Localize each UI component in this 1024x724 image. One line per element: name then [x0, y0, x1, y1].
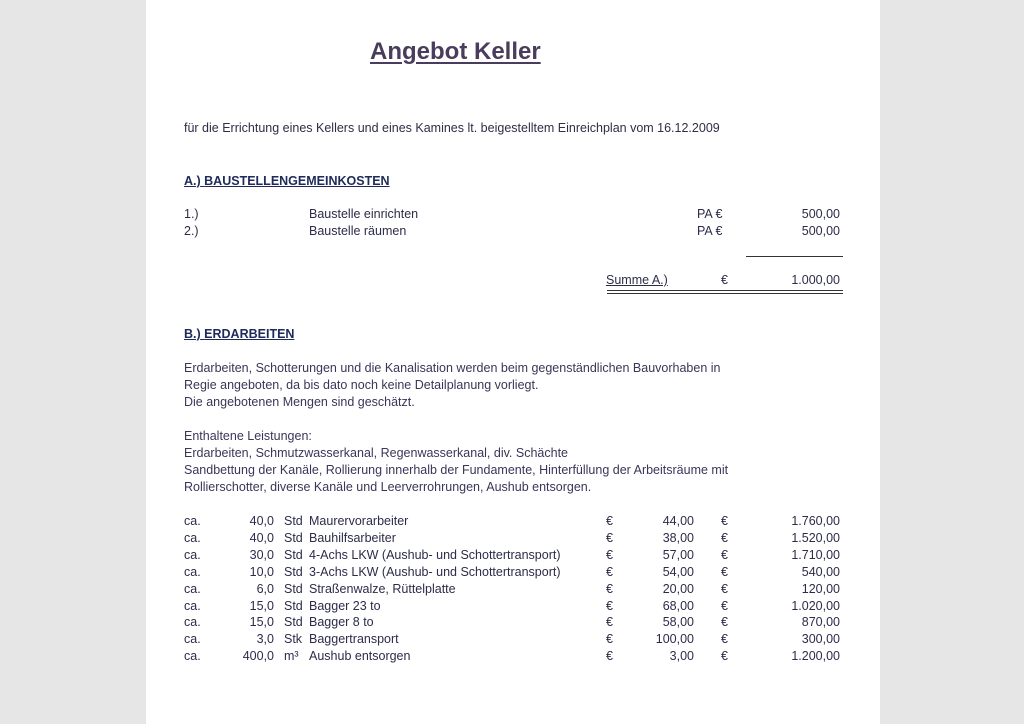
item-price-currency: € — [606, 649, 613, 664]
item-unit: m³ — [284, 649, 299, 664]
item-approx: ca. — [184, 598, 201, 613]
item-approx: ca. — [184, 632, 201, 647]
paragraph-line: Erdarbeiten, Schmutzwasserkanal, Regenwasserkanal, div. Schächte — [184, 446, 568, 460]
item-quantity: 40,0 — [249, 514, 274, 528]
section-b-prefix: B.) — [184, 327, 201, 341]
item-approx: ca. — [184, 530, 201, 545]
item-description: Bagger 8 to — [309, 615, 374, 630]
item-price-currency: € — [606, 514, 613, 528]
table-row — [184, 615, 844, 632]
item-total: 1.710,00 — [791, 547, 840, 562]
item-total-currency: € — [721, 632, 728, 647]
item-total: 870,00 — [801, 615, 840, 630]
item-unit: Std — [284, 581, 303, 596]
item-price-currency: € — [606, 615, 613, 630]
item-description: Baustelle räumen — [309, 224, 407, 238]
item-unit-price: 38,00 — [662, 530, 694, 545]
table-row — [184, 531, 844, 548]
item-total-currency: € — [721, 530, 728, 545]
item-total: 540,00 — [801, 564, 840, 579]
item-unit-price: 20,00 — [662, 581, 694, 596]
item-approx: ca. — [184, 564, 201, 579]
section-b-heading — [184, 327, 294, 341]
item-total-currency: € — [721, 514, 728, 528]
item-total: 1.520,00 — [791, 530, 840, 545]
item-approx: ca. — [184, 547, 201, 562]
table-row — [184, 548, 844, 565]
item-price-currency: € — [606, 581, 613, 596]
item-total: 300,00 — [801, 632, 840, 647]
item-quantity: 3,0 — [256, 632, 274, 647]
item-description: 4-Achs LKW (Aushub- und Schottertransport) — [309, 547, 561, 562]
item-unit: Std — [284, 530, 303, 545]
item-total-currency: € — [721, 547, 728, 562]
item-approx: ca. — [184, 649, 201, 664]
document-title: Angebot Keller — [370, 38, 541, 65]
table-row — [184, 649, 844, 666]
item-unit-price: 3,00 — [669, 649, 694, 664]
table-row — [184, 207, 844, 224]
item-price-currency: € — [606, 598, 613, 613]
table-row — [184, 582, 844, 599]
item-total-currency: € — [721, 649, 728, 664]
item-description: Aushub entsorgen — [309, 649, 411, 664]
item-total-currency: € — [721, 581, 728, 596]
item-unit-price: 100,00 — [655, 632, 694, 647]
item-number: 1.) — [184, 207, 199, 221]
paragraph-line: Die angebotenen Mengen sind geschätzt. — [184, 395, 415, 409]
item-quantity: 30,0 — [249, 547, 274, 562]
section-a-prefix: A.) — [184, 174, 201, 188]
item-total: 1.200,00 — [791, 649, 840, 664]
section-a-title: BAUSTELLENGEMEINKOSTEN — [204, 174, 390, 188]
item-approx: ca. — [184, 514, 201, 528]
section-a-heading — [184, 174, 390, 188]
table-row — [184, 224, 844, 241]
paragraph-line: Sandbettung der Kanäle, Rollierung innerhalb der Fundamente, Hinterfüllung der Arbeitsräume mit — [184, 463, 729, 477]
item-description: 3-Achs LKW (Aushub- und Schottertransport) — [309, 564, 561, 579]
item-amount: 500,00 — [801, 207, 840, 221]
item-unit: PA € — [697, 207, 723, 221]
item-price-currency: € — [606, 564, 613, 579]
item-unit-price: 58,00 — [662, 615, 694, 630]
item-amount: 500,00 — [801, 224, 840, 238]
item-total: 1.760,00 — [791, 514, 840, 528]
table-row — [184, 514, 844, 531]
item-approx: ca. — [184, 615, 201, 630]
sum-amount: 1.000,00 — [791, 273, 840, 287]
item-description: Bagger 23 to — [309, 598, 381, 613]
item-description: Baggertransport — [309, 632, 399, 647]
item-unit-price: 68,00 — [662, 598, 694, 613]
item-unit-price: 54,00 — [662, 564, 694, 579]
paragraph-line: Erdarbeiten, Schotterungen und die Kanalisation werden beim gegenständlichen Bauvorhaben in — [184, 361, 721, 375]
paragraph-line: Enthaltene Leistungen: — [184, 429, 312, 443]
item-unit-price: 44,00 — [662, 514, 694, 528]
sum-underline-1 — [607, 290, 843, 291]
item-price-currency: € — [606, 632, 613, 647]
item-unit: PA € — [697, 224, 723, 238]
item-quantity: 40,0 — [249, 530, 274, 545]
item-quantity: 6,0 — [256, 581, 274, 596]
item-total-currency: € — [721, 564, 728, 579]
item-unit: Std — [284, 564, 303, 579]
table-row — [184, 632, 844, 649]
item-approx: ca. — [184, 581, 201, 596]
item-unit: Std — [284, 615, 303, 630]
item-unit: Std — [284, 514, 303, 528]
item-description: Maurervorarbeiter — [309, 514, 409, 528]
erdarbeiten-description — [184, 360, 721, 411]
section-b-title: ERDARBEITEN — [204, 327, 295, 341]
item-quantity: 15,0 — [249, 598, 274, 613]
sum-underline-2 — [607, 293, 843, 294]
paragraph-line: Regie angeboten, da bis dato noch keine Detailplanung vorliegt. — [184, 378, 539, 392]
item-unit-price: 57,00 — [662, 547, 694, 562]
item-total: 120,00 — [801, 581, 840, 596]
table-row — [184, 565, 844, 582]
item-unit: Stk — [284, 632, 303, 647]
item-quantity: 15,0 — [249, 615, 274, 630]
item-quantity: 400,0 — [242, 649, 274, 664]
sum-currency: € — [721, 273, 728, 287]
item-quantity: 10,0 — [249, 564, 274, 579]
intro-text: für die Errichtung eines Kellers und eines Kamines lt. beigestelltem Einreichplan vom 16.12.2009 — [184, 121, 720, 135]
item-description: Straßenwalze, Rüttelplatte — [309, 581, 456, 596]
item-description: Bauhilfsarbeiter — [309, 530, 396, 545]
item-total: 1.020,00 — [791, 598, 840, 613]
item-unit: Std — [284, 547, 303, 562]
item-price-currency: € — [606, 530, 613, 545]
item-total-currency: € — [721, 598, 728, 613]
included-services — [184, 428, 728, 496]
sum-label: Summe A.) — [606, 273, 668, 287]
subtotal-line — [746, 256, 843, 257]
item-description: Baustelle einrichten — [309, 207, 419, 221]
item-price-currency: € — [606, 547, 613, 562]
sum-row — [184, 273, 844, 290]
paragraph-line: Rollierschotter, diverse Kanäle und Leerverrohrungen, Aushub entsorgen. — [184, 480, 592, 494]
table-row — [184, 599, 844, 616]
item-number: 2.) — [184, 224, 199, 238]
item-total-currency: € — [721, 615, 728, 630]
item-unit: Std — [284, 598, 303, 613]
